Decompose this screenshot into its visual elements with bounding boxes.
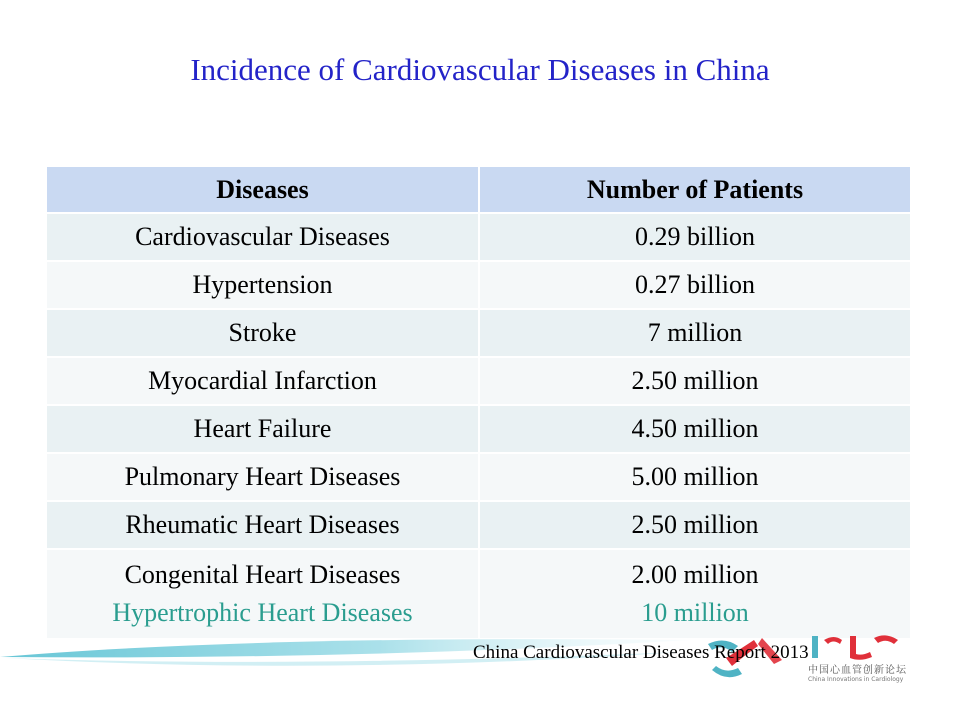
patient-count: 7 million: [479, 309, 911, 357]
patient-count: 2.00 million: [631, 560, 759, 589]
patient-count: 2.50 million: [479, 357, 911, 405]
table-row: [47, 309, 911, 357]
slide-title: Incidence of Cardiovascular Diseases in China: [190, 52, 770, 87]
disease-name: Hypertension: [47, 261, 479, 309]
disease-table: [47, 167, 912, 640]
source-citation: China Cardiovascular Diseases Report 2013: [473, 642, 809, 663]
header-number-of-patients: Number of Patients: [479, 167, 911, 213]
patient-count: 0.27 billion: [479, 261, 911, 309]
header-diseases: Diseases: [47, 167, 479, 213]
disease-name-cell: [47, 549, 479, 639]
table-row: [47, 549, 911, 639]
table-row: [47, 501, 911, 549]
disease-name-highlight: Hypertrophic Heart Diseases: [112, 598, 413, 627]
patient-count-cell: [479, 549, 911, 639]
disease-name: Stroke: [47, 309, 479, 357]
disease-name: Rheumatic Heart Diseases: [47, 501, 479, 549]
disease-name: Heart Failure: [47, 405, 479, 453]
patient-count: 2.50 million: [479, 501, 911, 549]
patient-count: 5.00 million: [479, 453, 911, 501]
table-row: [47, 261, 911, 309]
table-row: [47, 357, 911, 405]
disease-name: Pulmonary Heart Diseases: [47, 453, 479, 501]
patient-count: 4.50 million: [479, 405, 911, 453]
patient-count-highlight: 10 million: [641, 598, 749, 627]
logo-chinese-text: 中国心血管创新论坛: [808, 665, 907, 676]
table-row: [47, 213, 911, 261]
table-header-row: [47, 167, 911, 213]
disease-name: Myocardial Infarction: [47, 357, 479, 405]
table-row: [47, 453, 911, 501]
logo-english-text: China Innovations in Cardiology: [808, 676, 904, 683]
disease-name: Congenital Heart Diseases: [124, 560, 401, 589]
disease-name: Cardiovascular Diseases: [47, 213, 479, 261]
patient-count: 0.29 billion: [479, 213, 911, 261]
table-row: [47, 405, 911, 453]
